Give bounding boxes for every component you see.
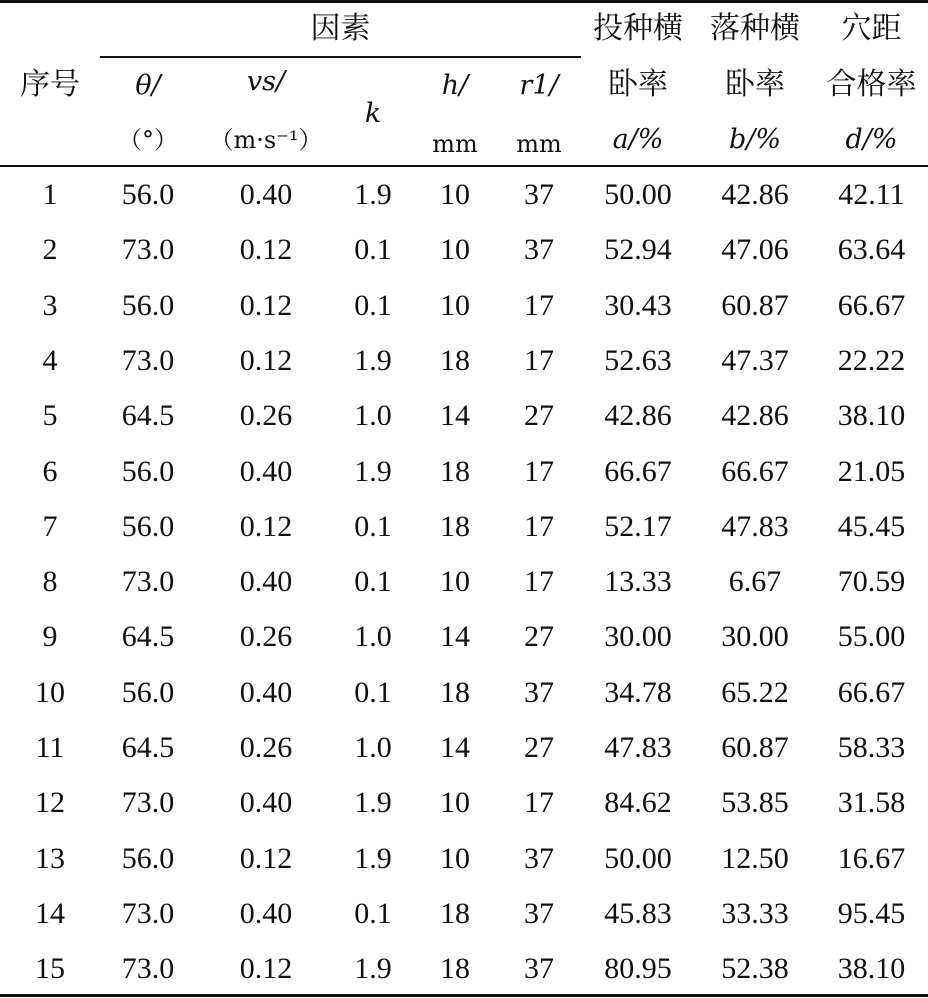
cell-d: 21.05 xyxy=(837,454,906,488)
cell-d: 70.59 xyxy=(837,565,906,599)
cell-b: 47.83 xyxy=(721,509,789,543)
cell-r1: 17 xyxy=(524,288,554,322)
header-d-unit: d/% xyxy=(845,124,898,155)
cell-b: 33.33 xyxy=(721,896,789,930)
cell-a: 66.67 xyxy=(604,454,672,488)
header-bottom-rule xyxy=(0,165,928,167)
cell-theta: 73.0 xyxy=(121,952,175,986)
cell-h: 10 xyxy=(440,288,470,322)
cell-d: 66.67 xyxy=(837,675,906,709)
cell-k: 1.9 xyxy=(354,786,392,820)
cell-d: 58.33 xyxy=(837,731,906,764)
cell-a: 84.62 xyxy=(604,786,672,820)
cell-vs: 0.40 xyxy=(239,454,293,488)
header-a-line1: 投种横 xyxy=(593,11,683,46)
cell-h: 18 xyxy=(440,454,470,488)
cell-r1: 17 xyxy=(524,343,554,377)
header-b-line1: 落种横 xyxy=(710,11,800,46)
header-h-unit: mm xyxy=(432,130,478,158)
cell-d: 22.22 xyxy=(837,343,906,377)
cell-a: 80.95 xyxy=(604,952,672,986)
cell-h: 10 xyxy=(440,786,470,820)
cell-theta: 64.5 xyxy=(121,620,175,654)
cell-b: 30.00 xyxy=(721,620,789,654)
cell-h: 10 xyxy=(440,178,470,211)
header-a-line2: 卧率 xyxy=(608,67,668,102)
cell-h: 10 xyxy=(440,233,470,267)
cell-k: 1.9 xyxy=(354,841,392,875)
cell-theta: 56.0 xyxy=(121,675,175,709)
header-b-unit: b/% xyxy=(728,124,782,155)
header-vs: vs/ xyxy=(246,66,286,97)
cell-r1: 37 xyxy=(524,178,554,211)
cell-b: 52.38 xyxy=(721,952,789,986)
cell-r1: 17 xyxy=(524,565,554,599)
cell-vs: 0.40 xyxy=(239,675,293,709)
cell-vs: 0.12 xyxy=(239,343,293,377)
cell-d: 42.11 xyxy=(838,178,905,211)
header-d-line1: 穴距 xyxy=(841,11,902,46)
cell-h: 18 xyxy=(440,675,470,709)
cell-b: 47.06 xyxy=(721,233,789,267)
cell-theta: 73.0 xyxy=(121,233,175,267)
cell-seq: 15 xyxy=(35,952,65,986)
cell-vs: 0.26 xyxy=(239,620,293,654)
cell-vs: 0.26 xyxy=(239,731,293,764)
cell-r1: 27 xyxy=(524,731,554,764)
cell-seq: 2 xyxy=(42,233,58,267)
cell-r1: 17 xyxy=(524,454,554,488)
cell-b: 66.67 xyxy=(721,454,789,488)
cell-b: 42.86 xyxy=(721,178,789,211)
cell-h: 10 xyxy=(440,565,470,599)
cell-h: 18 xyxy=(440,343,470,377)
cell-vs: 0.40 xyxy=(239,565,293,599)
cell-k: 1.9 xyxy=(354,454,392,488)
cell-d: 31.58 xyxy=(837,786,906,820)
cell-b: 12.50 xyxy=(721,841,789,875)
cell-k: 1.0 xyxy=(354,399,392,433)
cell-theta: 73.0 xyxy=(121,786,175,820)
cell-h: 14 xyxy=(440,731,470,764)
header-theta: θ/ xyxy=(135,70,161,101)
cell-seq: 13 xyxy=(35,841,65,875)
cell-seq: 5 xyxy=(42,399,58,433)
cell-r1: 37 xyxy=(524,841,554,875)
cell-vs: 0.40 xyxy=(239,896,293,930)
cell-theta: 64.5 xyxy=(121,399,175,433)
cell-theta: 73.0 xyxy=(121,343,175,377)
cell-a: 52.94 xyxy=(604,233,672,267)
cell-a: 50.00 xyxy=(604,178,672,211)
cell-vs: 0.12 xyxy=(239,841,293,875)
cell-h: 14 xyxy=(440,620,470,654)
cell-a: 45.83 xyxy=(604,896,672,930)
table-bottom-rule xyxy=(0,994,928,997)
cell-seq: 10 xyxy=(35,675,65,709)
cell-a: 50.00 xyxy=(604,841,672,875)
cell-d: 66.67 xyxy=(837,288,906,322)
cell-theta: 64.5 xyxy=(121,731,175,764)
cell-theta: 56.0 xyxy=(121,288,175,322)
cell-b: 60.87 xyxy=(721,731,789,764)
cell-vs: 0.12 xyxy=(239,509,293,543)
cell-a: 52.17 xyxy=(604,509,672,543)
cell-theta: 56.0 xyxy=(121,454,175,488)
cell-h: 18 xyxy=(440,509,470,543)
cell-b: 42.86 xyxy=(721,399,789,433)
cell-seq: 14 xyxy=(35,896,65,930)
cell-a: 13.33 xyxy=(604,565,672,599)
factors-underline xyxy=(100,56,581,58)
cell-theta: 56.0 xyxy=(121,178,175,211)
cell-seq: 4 xyxy=(42,343,58,377)
cell-r1: 17 xyxy=(524,509,554,543)
cell-b: 47.37 xyxy=(721,343,789,377)
cell-vs: 0.40 xyxy=(239,786,293,820)
cell-a: 30.43 xyxy=(604,288,672,322)
header-h: h/ xyxy=(441,70,469,101)
header-d-line2: 合格率 xyxy=(826,67,917,102)
cell-h: 18 xyxy=(440,896,470,930)
cell-k: 0.1 xyxy=(354,233,392,267)
cell-d: 38.10 xyxy=(837,399,906,433)
cell-b: 65.22 xyxy=(721,675,789,709)
header-a-unit: a/% xyxy=(612,124,664,155)
cell-seq: 6 xyxy=(42,454,58,488)
cell-seq: 12 xyxy=(35,786,65,820)
cell-d: 38.10 xyxy=(837,952,906,986)
header-b-line2: 卧率 xyxy=(725,67,785,102)
cell-a: 34.78 xyxy=(604,675,672,709)
header-factors: 因素 xyxy=(310,11,371,46)
cell-k: 1.9 xyxy=(354,952,392,986)
cell-b: 53.85 xyxy=(721,786,789,820)
header-r1: r1/ xyxy=(519,70,559,101)
cell-k: 0.1 xyxy=(354,896,392,930)
cell-seq: 11 xyxy=(35,731,65,764)
cell-vs: 0.12 xyxy=(239,233,293,267)
cell-r1: 27 xyxy=(524,620,554,654)
cell-r1: 37 xyxy=(524,952,554,986)
cell-k: 1.9 xyxy=(354,178,392,211)
cell-theta: 56.0 xyxy=(121,841,175,875)
cell-theta: 73.0 xyxy=(121,896,175,930)
cell-d: 45.45 xyxy=(837,509,906,543)
cell-h: 14 xyxy=(440,399,470,433)
header-seq: 序号 xyxy=(20,67,80,102)
cell-k: 0.1 xyxy=(354,565,392,599)
cell-theta: 56.0 xyxy=(121,509,175,543)
cell-seq: 8 xyxy=(42,565,58,599)
header-theta-unit: （°） xyxy=(118,126,178,154)
cell-h: 10 xyxy=(440,841,470,875)
cell-k: 0.1 xyxy=(354,509,392,543)
header-vs-unit: （m·s⁻¹） xyxy=(209,126,323,154)
cell-r1: 37 xyxy=(524,233,554,267)
cell-h: 18 xyxy=(440,952,470,986)
cell-seq: 7 xyxy=(42,509,58,543)
cell-b: 6.67 xyxy=(728,565,782,599)
cell-r1: 27 xyxy=(524,399,554,433)
cell-a: 30.00 xyxy=(604,620,672,654)
cell-d: 55.00 xyxy=(837,620,906,654)
cell-r1: 37 xyxy=(524,896,554,930)
cell-k: 1.9 xyxy=(354,343,392,377)
cell-k: 1.0 xyxy=(354,731,392,764)
cell-b: 60.87 xyxy=(721,288,789,322)
cell-r1: 17 xyxy=(524,786,554,820)
cell-theta: 73.0 xyxy=(121,565,175,599)
cell-k: 0.1 xyxy=(354,288,392,322)
cell-d: 16.67 xyxy=(837,841,906,875)
cell-vs: 0.40 xyxy=(239,178,293,211)
cell-a: 42.86 xyxy=(604,399,672,433)
cell-vs: 0.12 xyxy=(239,952,293,986)
table-top-rule xyxy=(0,0,928,3)
header-k: k xyxy=(364,98,382,129)
cell-a: 47.83 xyxy=(604,731,672,764)
cell-k: 1.0 xyxy=(354,620,392,654)
cell-r1: 37 xyxy=(524,675,554,709)
cell-vs: 0.12 xyxy=(239,288,293,322)
cell-a: 52.63 xyxy=(604,343,672,377)
cell-seq: 9 xyxy=(42,620,58,654)
header-r1-unit: mm xyxy=(516,130,562,158)
cell-k: 0.1 xyxy=(354,675,392,709)
cell-vs: 0.26 xyxy=(239,399,293,433)
cell-d: 95.45 xyxy=(837,896,906,930)
cell-d: 63.64 xyxy=(837,233,906,267)
cell-seq: 1 xyxy=(42,178,58,211)
cell-seq: 3 xyxy=(42,288,58,322)
